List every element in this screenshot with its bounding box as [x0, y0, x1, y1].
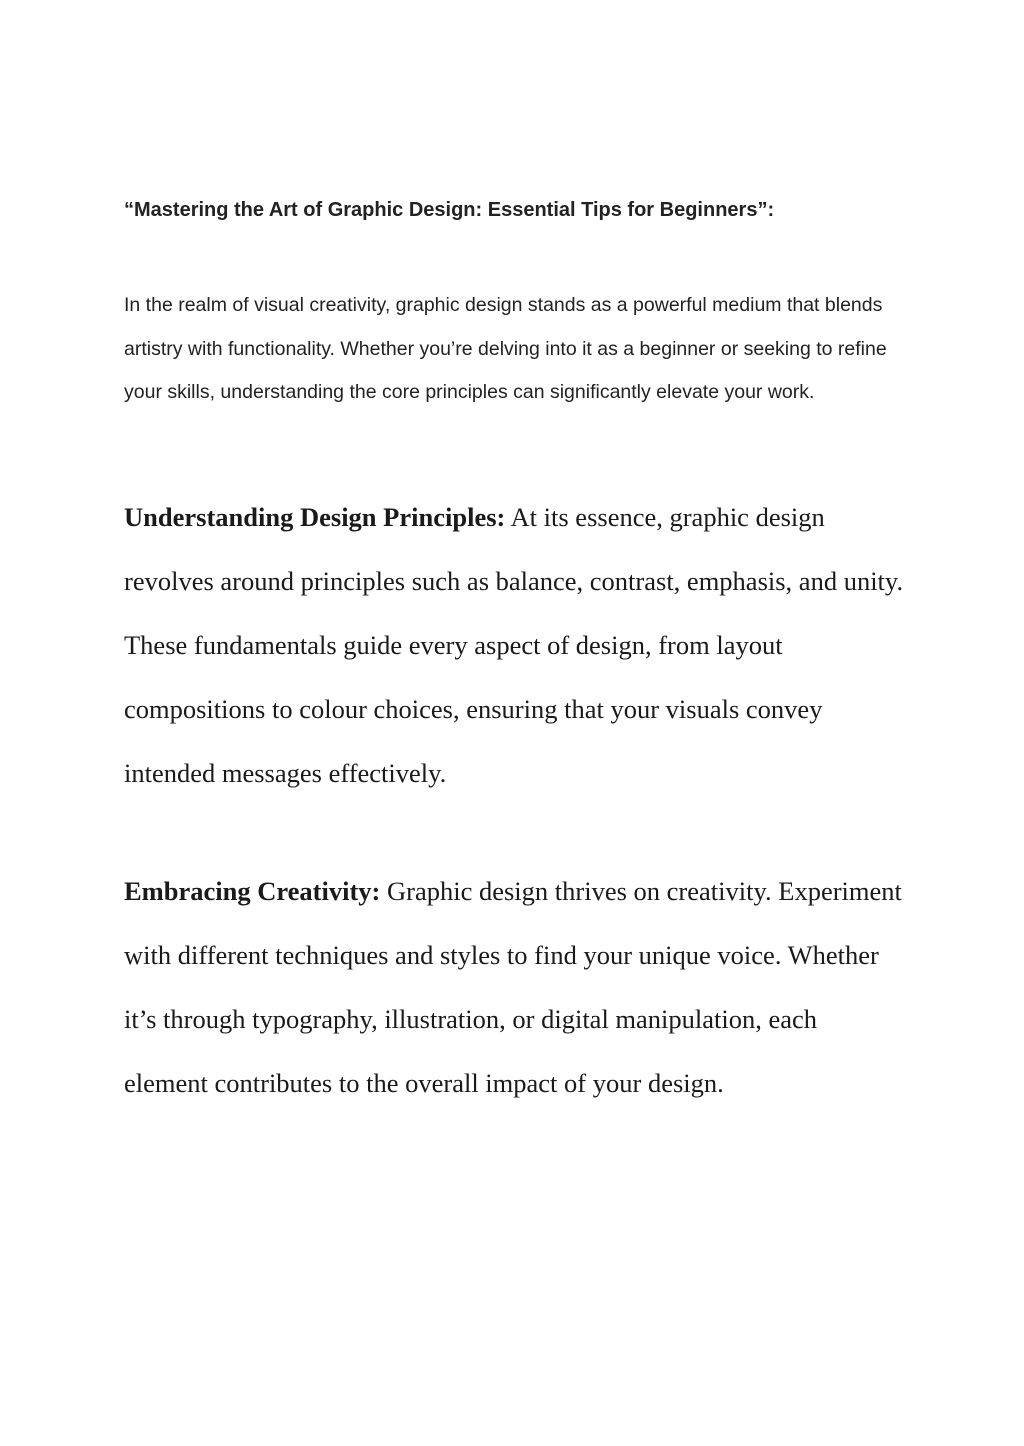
section-embracing-creativity — [124, 859, 904, 1115]
section-heading: Understanding Design Principles: — [124, 502, 506, 532]
section-body: Graphic design thrives on creativity. Experiment with different techniques and styles to find your unique voice. Whether it’s through typography, illustration, or digital manipulation, each element contributes to the overall impact of your design. — [124, 876, 902, 1098]
section-body: At its essence, graphic design revolves around principles such as balance, contrast, emphasis, and unity. These fundamentals guide every aspect of design, from layout compositions to colour choices, ensuring that your visuals convey intended messages effectively. — [124, 502, 904, 788]
section-understanding-design-principles — [124, 485, 904, 805]
intro-paragraph: In the realm of visual creativity, graphic design stands as a powerful medium that blends artistry with functionality. Whether you’re delving into it as a beginner or seeking to refine your skills, understanding the core principles can significantly elevate your work. — [124, 294, 887, 404]
section-heading: Embracing Creativity: — [124, 876, 381, 906]
document-title: “Mastering the Art of Graphic Design: Essential Tips for Beginners”: — [124, 199, 775, 221]
